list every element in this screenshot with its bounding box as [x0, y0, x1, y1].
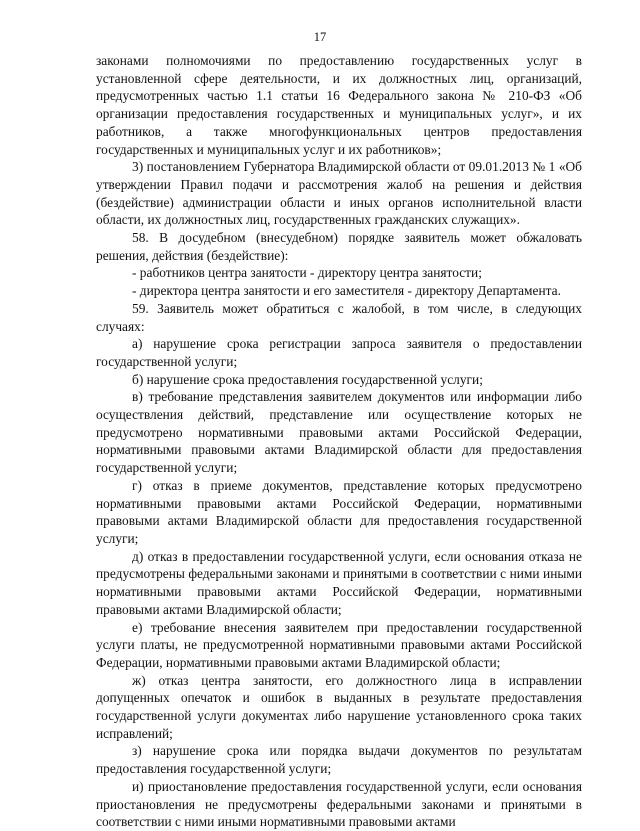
paragraph: и) приостановление предоставления государственной услуги, если основания приостановления не предусмотрены федеральными законами и принятыми в соответствии с ними иными нормативными правовыми актами [96, 778, 582, 830]
paragraph: г) отказ в приеме документов, представление которых предусмотрено нормативными правовыми актами Российской Федерации, нормативными правовыми актами Владимирской области для предоставления государственной услуги; [96, 477, 582, 546]
paragraph: - директора центра занятости и его заместителя - директору Департамента. [132, 283, 561, 299]
paragraph: з) нарушение срока или порядка выдачи документов по результатам предоставления государственной услуги; [96, 743, 582, 777]
paragraph: законами полномочиями по предоставлению государственных услуг в установленной сфере деятельности, и их должностных лиц, организаций, предусмотренных частью 1.1 статьи 16 Федерального закона № 210-ФЗ «Об организации предоставления государственных и муниципальных услуг», и их работников, а также многофункциональных центров предоставления государственных и муниципальных услуг и их работников»; [96, 53, 582, 157]
paragraph: а) нарушение срока регистрации запроса заявителя о предоставлении государственной услуги; [96, 336, 582, 369]
paragraph: 58. В досудебном (внесудебном) порядке заявитель может обжаловать решения, действия (бездействие): [96, 230, 582, 263]
paragraph: ж) отказ центра занятости, его должностного лица в исправлении допущенных опечаток и ошибок в выданных в результате предоставления государственной услуги документах либо нарушение установленного срока таких исправлений; [96, 672, 582, 741]
document-body [96, 52, 582, 831]
paragraph: б) нарушение срока предоставления государственной услуги; [132, 371, 483, 387]
page-number: 17 [313, 30, 327, 44]
paragraph: в) требование представления заявителем документов или информации либо осуществления действий, представление или осуществление которых не предусмотрено нормативными правовыми актами Российской Федерации, нормативными правовыми актами Владимирской области для предоставления государственной услуги; [96, 389, 582, 476]
paragraph: д) отказ в предоставлении государственной услуги, если основания отказа не предусмотрены федеральными законами и принятыми в соответствии с ними иными нормативными правовыми актами Российской Федерации, нормативными правовыми актами Владимирской области; [96, 548, 582, 617]
paragraph: е) требование внесения заявителем при предоставлении государственной услуги платы, не предусмотренной нормативными правовыми актами Российской Федерации, нормативными правовыми актами Владимирской области; [96, 619, 582, 670]
paragraph: 3) постановлением Губернатора Владимирской области от 09.01.2013 № 1 «Об утверждении Правил подачи и рассмотрения жалоб на решения и действия (бездействие) администрации области и иных органов исполнительной власти области, их должностных лиц, государственных гражданских служащих». [96, 159, 582, 228]
paragraph: - работников центра занятости - директору центра занятости; [132, 265, 482, 281]
paragraph: 59. Заявитель может обратиться с жалобой, в том числе, в следующих случаях: [96, 300, 582, 334]
